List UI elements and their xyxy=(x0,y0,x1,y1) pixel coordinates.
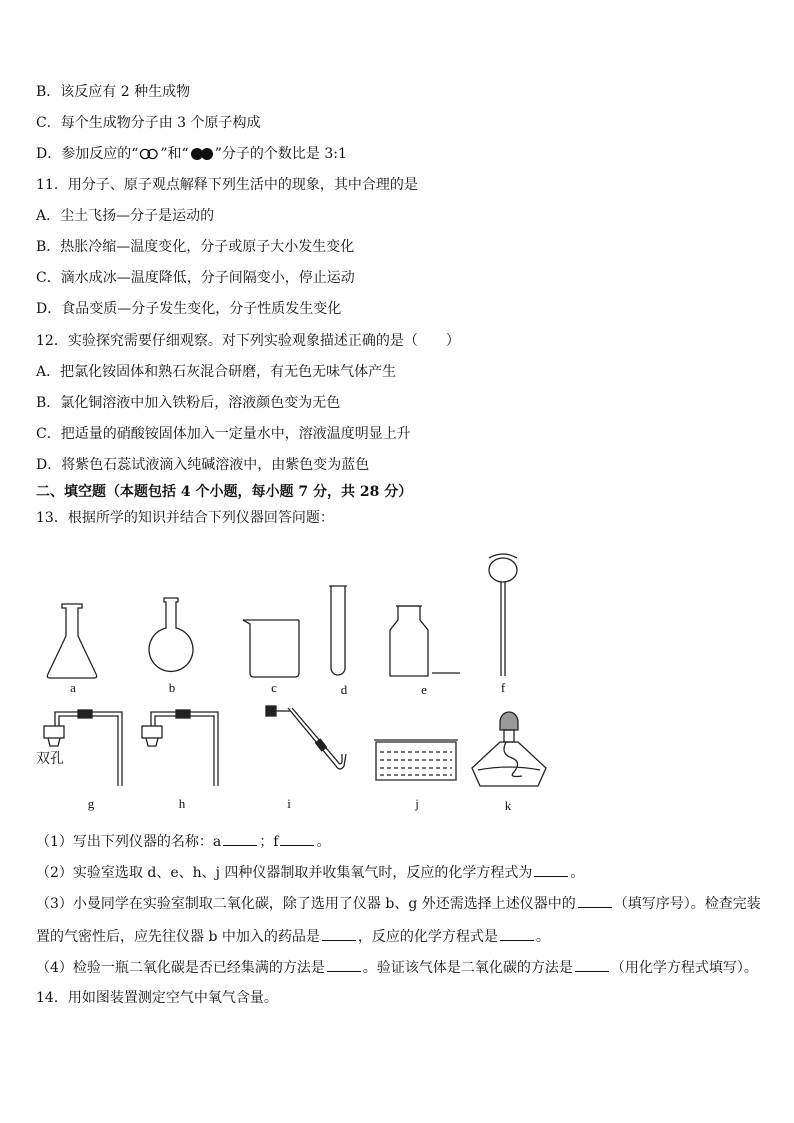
answer-blank-4b xyxy=(575,957,609,972)
q13-p1-pre: （1）写出下列仪器的名称：a xyxy=(36,834,222,850)
q11-option-b: B．热胀冷缩—温度变化，分子或原子大小发生变化 xyxy=(36,239,355,255)
q11-option-a: A．尘土飞扬—分子是运动的 xyxy=(36,208,215,224)
delivery-tube-icon xyxy=(266,706,346,769)
q13-p4-pre: （4）检验一瓶二氧化碳是否已经集满的方法是 xyxy=(36,960,325,976)
q12-stem: 12．实验探究需要仔细观察。对下列实验观象描述正确的是（ ） xyxy=(36,333,460,349)
beaker-icon xyxy=(243,620,299,677)
q11-stem: 11．用分子、原子观点解释下列生活中的现象，其中合理的是 xyxy=(36,177,418,193)
answer-blank-3a xyxy=(578,893,612,908)
q13-p4-mid: 。验证该气体是二氧化碳的方法是 xyxy=(362,960,573,976)
label-b: b xyxy=(168,680,176,695)
label-f: f xyxy=(500,680,506,695)
answer-blank-f xyxy=(280,831,314,846)
q12-option-a: A．把氯化铵固体和熟石灰混合研磨，有无色无味气体产生 xyxy=(36,364,397,380)
q13-part2 xyxy=(36,862,584,883)
filled-molecule-icon xyxy=(189,147,215,161)
q13-p3b-pre: 置的气密性后，应先往仪器 b 中加入的药品是 xyxy=(36,929,320,945)
label-g: g xyxy=(87,796,95,811)
section-title: 二、填空题（本题包括 4 个小题，每小题 7 分，共 28 分） xyxy=(36,484,413,500)
q10-d-mid: ”和“ xyxy=(160,146,189,162)
answer-blank-3c xyxy=(500,926,534,941)
single-hole-stopper-tube-icon xyxy=(142,710,218,786)
double-hole-label: 双孔 xyxy=(36,751,64,767)
q13-p4-post: （用化学方程式填写）。 xyxy=(610,960,758,976)
label-d: d xyxy=(340,682,348,697)
answer-blank-2 xyxy=(534,862,568,877)
q10-d-post: ”分子的个数比是 3:1 xyxy=(214,146,347,162)
label-k: k xyxy=(504,798,512,813)
answer-blank-3b xyxy=(322,926,356,941)
q10-option-c: C．每个生成物分子由 3 个原子构成 xyxy=(36,115,261,131)
q11-option-d: D．食品变质—分子发生变化，分子性质发生变化 xyxy=(36,301,342,317)
apparatus-figure xyxy=(0,540,794,820)
label-a: a xyxy=(70,680,76,695)
water-trough-icon xyxy=(374,740,458,780)
q13-part3b xyxy=(36,926,550,947)
q10-option-d xyxy=(36,144,347,164)
gas-bottle-icon xyxy=(390,606,460,676)
label-e: e xyxy=(421,682,427,697)
label-j: j xyxy=(415,796,419,811)
q13-part3a xyxy=(36,893,761,914)
q12-option-d: D．将紫色石蕊试液滴入纯碱溶液中，由紫色变为蓝色 xyxy=(36,457,370,473)
label-c: c xyxy=(271,680,277,695)
answer-blank-a xyxy=(223,831,257,846)
label-h: h xyxy=(178,796,186,811)
round-flask-icon xyxy=(149,598,193,671)
q13-p3a-pre: （3）小曼同学在实验室制取二氧化碳，除了选用了仪器 b、g 外还需选择上述仪器中的 xyxy=(36,896,576,912)
q11-option-c: C．滴水成冰—温度降低，分子间隔变小，停止运动 xyxy=(36,270,355,286)
q13-p2-post: 。 xyxy=(570,865,585,881)
q13-p3b-mid: ，反应的化学方程式是 xyxy=(357,929,498,945)
q14-stem: 14．用如图装置测定空气中氧气含量。 xyxy=(36,990,278,1006)
label-i: i xyxy=(287,796,291,811)
thistle-funnel-icon xyxy=(489,554,517,676)
open-molecule-icon xyxy=(138,148,160,160)
q13-p1-mid: ；f xyxy=(259,834,279,850)
q12-option-c: C．把适量的硝酸铵固体加入一定量水中，溶液温度明显上升 xyxy=(36,426,411,442)
q13-part1 xyxy=(36,831,330,852)
alcohol-lamp-icon xyxy=(472,712,546,786)
q13-p1-post: 。 xyxy=(316,834,331,850)
q12-option-b: B．氯化铜溶液中加入铁粉后，溶液颜色变为无色 xyxy=(36,395,341,411)
q13-p3b-post: 。 xyxy=(535,929,550,945)
q13-p2-pre: （2）实验室选取 d、e、h、j 四种仪器制取并收集氧气时，反应的化学方程式为 xyxy=(36,865,533,881)
q13-stem: 13．根据所学的知识并结合下列仪器回答问题： xyxy=(36,510,334,526)
conical-flask-icon xyxy=(47,604,96,678)
q10-option-b: B．该反应有 2 种生成物 xyxy=(36,84,191,100)
q10-d-pre: D．参加反应的“ xyxy=(36,146,139,162)
q13-part4 xyxy=(36,957,758,978)
answer-blank-4a xyxy=(327,957,361,972)
test-tube-icon xyxy=(329,586,347,675)
q13-p3a-post: （填写序号）。检查完装 xyxy=(613,896,761,912)
